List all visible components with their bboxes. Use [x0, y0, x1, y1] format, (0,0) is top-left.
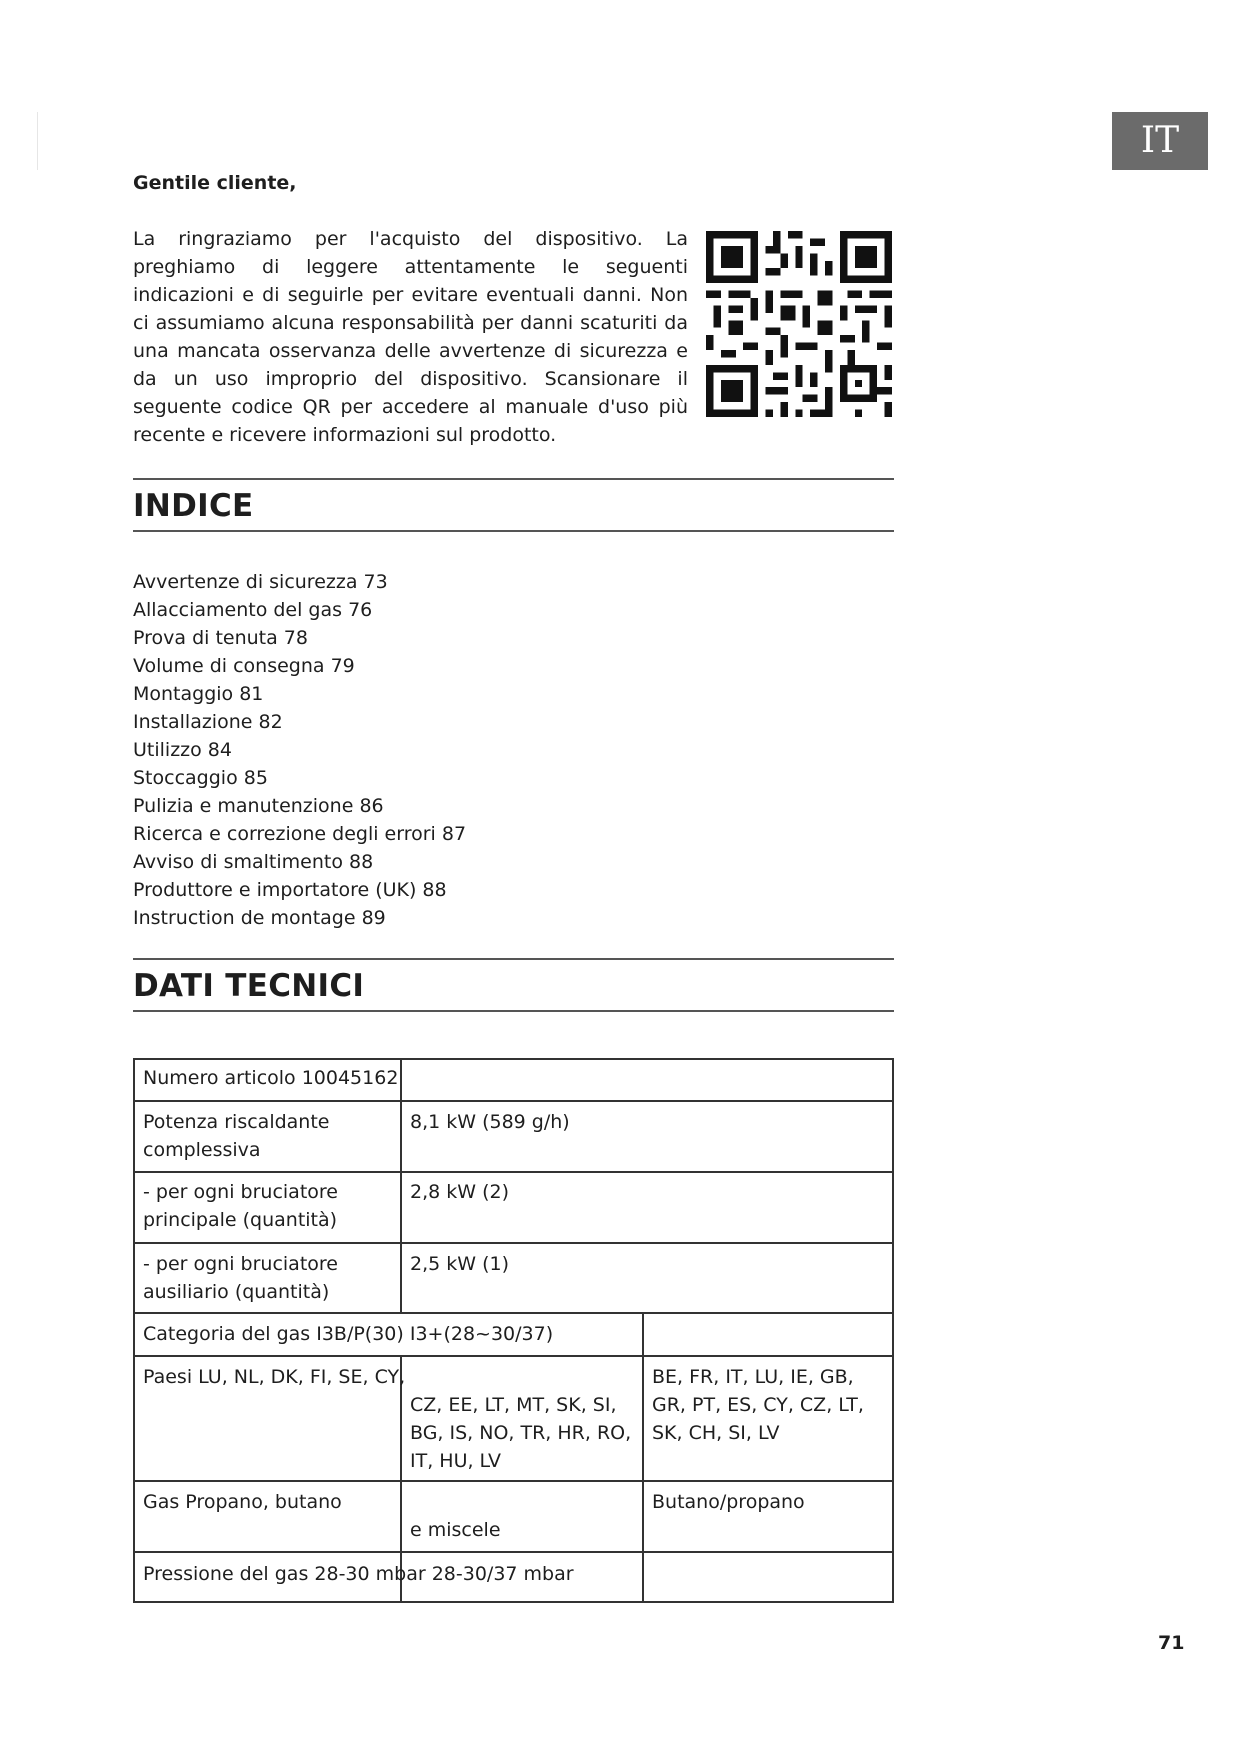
toc-entry[interactable]: Volume di consegna 79 — [133, 655, 355, 677]
toc-entry[interactable]: Avvertenze di sicurezza 73 — [133, 571, 388, 593]
row-divider — [133, 1355, 894, 1357]
countries-mid: CZ, EE, LT, MT, SK, SI, — [410, 1394, 617, 1416]
toc-entry[interactable]: Stoccaggio 85 — [133, 767, 268, 789]
countries-right: GR, PT, ES, CY, CZ, LT, — [652, 1394, 864, 1416]
main-burner-label: principale (quantità) — [143, 1209, 338, 1231]
column-divider — [400, 1058, 402, 1314]
specs-table — [133, 1058, 894, 1603]
row-divider — [133, 1312, 894, 1314]
gas-type-right: Butano/propano — [652, 1491, 805, 1513]
intro-text: La ringraziamo per l'acquisto del dispositivo. La preghiamo di leggere attentamente le seguenti indicazioni e di seguirle per evitare eventuali danni. Non ci assumiamo alcuna responsabilità per danni scaturiti da una mancata osservanza delle avvertenze di sicurezza e da un uso improprio del dispositivo. Scansionare il seguente codice QR per accedere al manuale d'uso più recente e ricevere informazioni sul prodotto. — [133, 228, 688, 446]
power-value: 8,1 kW (589 g/h) — [410, 1111, 570, 1133]
table-of-contents — [133, 568, 466, 932]
row-divider — [133, 1242, 894, 1244]
aux-burner-label: ausiliario (quantità) — [143, 1281, 330, 1303]
column-divider — [642, 1312, 644, 1603]
toc-entry[interactable]: Montaggio 81 — [133, 683, 264, 705]
salutation: Gentile cliente, — [133, 172, 297, 194]
aux-burner-label: - per ogni bruciatore — [143, 1253, 338, 1275]
page-number: 71 — [1158, 1632, 1185, 1654]
margin-line — [37, 112, 38, 170]
specs-top-rule — [133, 958, 894, 960]
countries-right: SK, CH, SI, LV — [652, 1422, 780, 1444]
main-burner-value: 2,8 kW (2) — [410, 1181, 509, 1203]
toc-entry[interactable]: Installazione 82 — [133, 711, 283, 733]
toc-entry[interactable]: Produttore e importatore (UK) 88 — [133, 879, 447, 901]
toc-entry[interactable]: Pulizia e manutenzione 86 — [133, 795, 384, 817]
specs-bottom-rule — [133, 1010, 894, 1012]
gas-pressure: Pressione del gas 28-30 mbar 28-30/37 mbar — [143, 1563, 574, 1585]
toc-entry[interactable]: Allacciamento del gas 76 — [133, 599, 373, 621]
countries-mid: IT, HU, LV — [410, 1450, 502, 1472]
toc-entry[interactable]: Avviso di smaltimento 88 — [133, 851, 374, 873]
index-bottom-rule — [133, 530, 894, 532]
article-number: Numero articolo 10045162 — [143, 1067, 399, 1089]
countries-right: BE, FR, IT, LU, IE, GB, — [652, 1366, 854, 1388]
specs-title: DATI TECNICI — [133, 968, 365, 1004]
power-label: Potenza riscaldante — [143, 1111, 330, 1133]
main-burner-label: - per ogni bruciatore — [143, 1181, 338, 1203]
row-divider — [133, 1171, 894, 1173]
gas-category: Categoria del gas I3B/P(30) I3+(28~30/37) — [143, 1323, 554, 1345]
row-divider — [133, 1100, 894, 1102]
index-title: INDICE — [133, 488, 254, 524]
row-divider — [133, 1551, 894, 1553]
aux-burner-value: 2,5 kW (1) — [410, 1253, 509, 1275]
toc-entry[interactable]: Prova di tenuta 78 — [133, 627, 308, 649]
toc-entry[interactable]: Utilizzo 84 — [133, 739, 232, 761]
toc-entry[interactable]: Instruction de montage 89 — [133, 907, 386, 929]
power-label: complessiva — [143, 1139, 261, 1161]
countries-mid: BG, IS, NO, TR, HR, RO, — [410, 1422, 632, 1444]
index-top-rule — [133, 478, 894, 480]
countries-label: Paesi LU, NL, DK, FI, SE, CY, — [143, 1366, 406, 1388]
language-tab: IT — [1112, 112, 1208, 170]
qr-code-icon — [706, 231, 892, 417]
toc-entry[interactable]: Ricerca e correzione degli errori 87 — [133, 823, 467, 845]
row-divider — [133, 1480, 894, 1482]
gas-type-mid: e miscele — [410, 1519, 501, 1541]
gas-type-label: Gas Propano, butano — [143, 1491, 342, 1513]
